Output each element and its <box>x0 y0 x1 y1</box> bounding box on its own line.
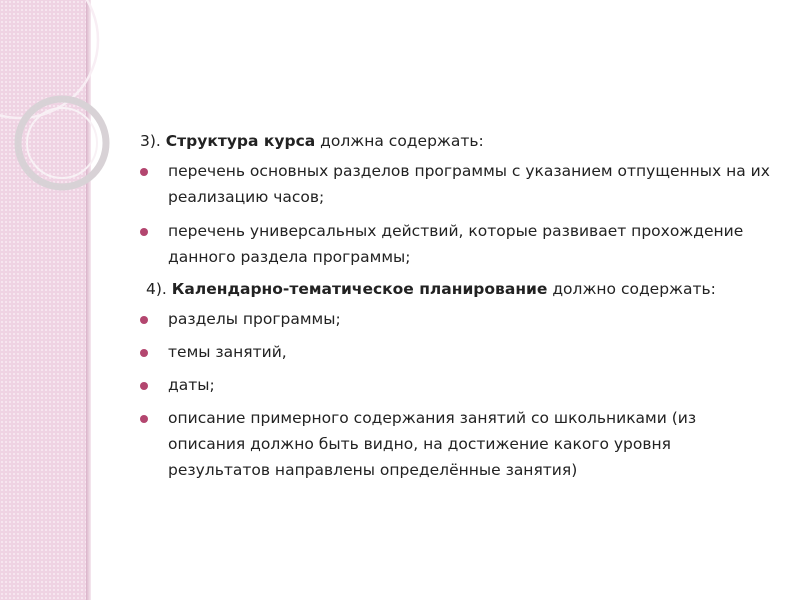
section-4-number: 4). <box>146 280 172 298</box>
section-3-bold-title: Структура курса <box>165 132 316 150</box>
list-item <box>134 405 774 483</box>
bullet-dot-icon <box>140 168 148 176</box>
section-4-bold-title: Календарно-тематическое планирование <box>171 280 548 298</box>
list-item <box>134 158 774 210</box>
section-3-heading <box>134 128 774 154</box>
bullet-dot-icon <box>140 228 148 236</box>
section-3-list <box>134 158 774 270</box>
section-3-number: 3). <box>140 132 166 150</box>
list-item <box>134 218 774 270</box>
list-item-text: перечень основных разделов программы с указанием отпущенных на их реализацию часов; <box>168 162 770 206</box>
list-item-text: разделы программы; <box>168 310 341 328</box>
bullet-dot-icon <box>140 415 148 423</box>
bullet-dot-icon <box>140 316 148 324</box>
list-item <box>134 306 774 332</box>
bullet-dot-icon <box>140 349 148 357</box>
list-item-text: перечень универсальных действий, которые развивает прохождение данного раздела программы; <box>168 222 744 266</box>
list-item-text: описание примерного содержания занятий со школьниками (из описания должно быть видно, на достижение какого уровня результатов направлены определённые занятия) <box>168 409 697 479</box>
section-3-rest: должна содержать: <box>315 132 484 150</box>
list-item-text: темы занятий, <box>168 343 287 361</box>
sidebar-panel <box>0 0 88 600</box>
list-item <box>134 372 774 398</box>
slide-content <box>134 128 774 489</box>
sidebar-edge <box>86 0 91 600</box>
section-4-list <box>134 306 774 483</box>
list-item-text: даты; <box>168 376 215 394</box>
section-4-heading <box>134 276 774 302</box>
list-item <box>134 339 774 365</box>
section-4-rest: должно содержать: <box>547 280 716 298</box>
bullet-dot-icon <box>140 382 148 390</box>
